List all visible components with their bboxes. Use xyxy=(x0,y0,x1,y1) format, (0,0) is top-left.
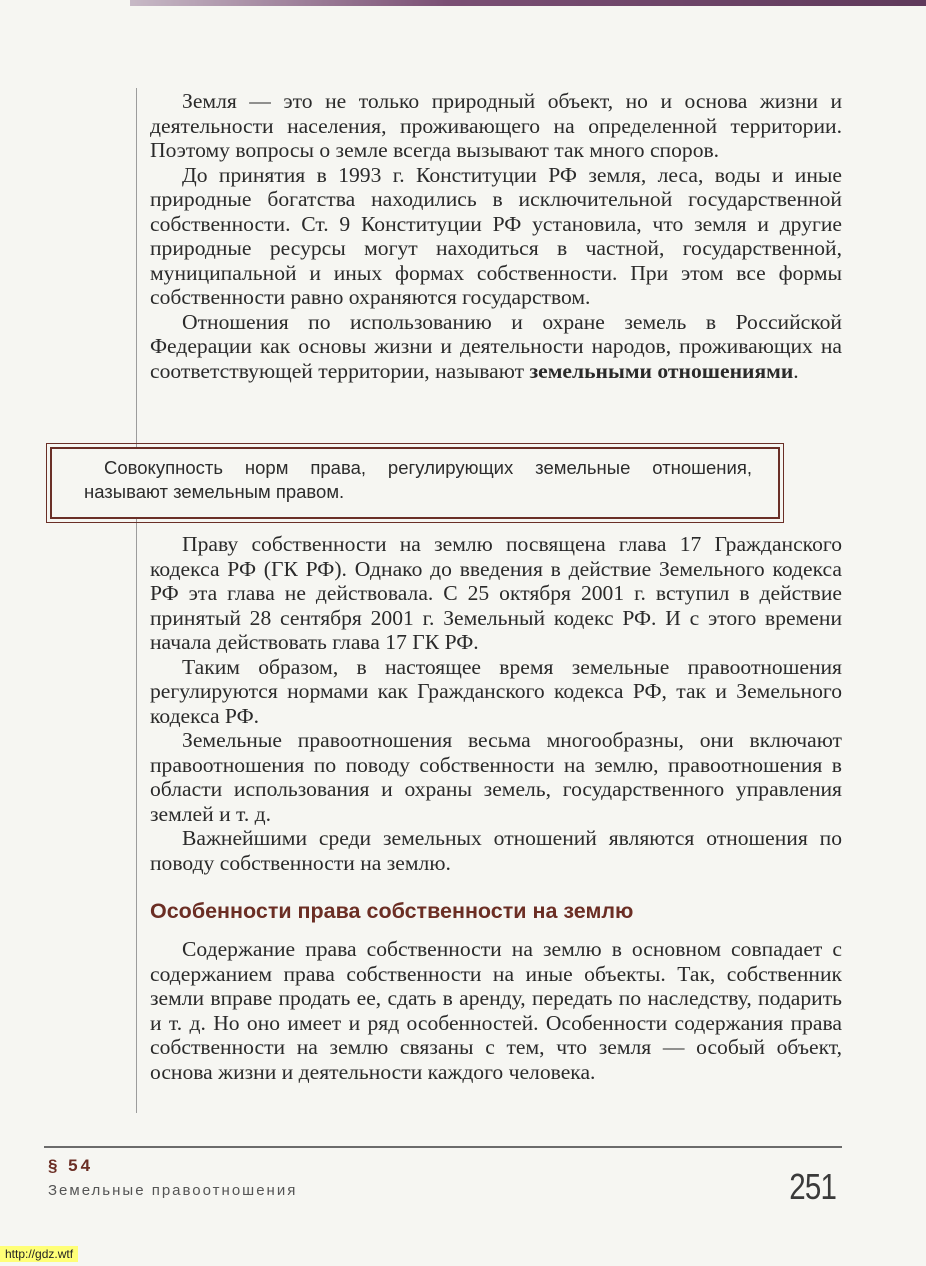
footer-rule xyxy=(44,1146,842,1148)
paragraph: Земельные правоотношения весьма многообразны, они включают правоотношения по поводу собственности на землю, правоотношения в области использования и охраны земель, государственного управления землей и т. д. xyxy=(150,728,842,826)
text-block-main xyxy=(150,532,842,875)
left-margin-rule xyxy=(136,88,137,1113)
paragraph-relations xyxy=(150,310,842,384)
section-heading: Особенности права собственности на землю xyxy=(150,899,634,923)
definition-sentence: Совокупность норм права, регулирующих земельные отношения, называют земельным правом. xyxy=(84,457,752,502)
paragraph: Праву собственности на землю посвящена глава 17 Гражданского кодекса РФ (ГК РФ). Однако до введения в действие Земельного кодекса РФ эта глава не действовала. С 25 октября 2001 г. вступил в действие принятый 28 сентября 2001 г. Земельный кодекс РФ. И с этого времени начала действовать глава 17 ГК РФ. xyxy=(150,532,842,654)
chapter-title: Земельные правоотношения xyxy=(48,1182,298,1199)
definition-text xyxy=(84,456,752,504)
paragraph: До принятия в 1993 г. Конституции РФ земля, леса, воды и иные природные богатства находились в исключительной государственной собственности. Ст. 9 Конституции РФ установила, что земля и другие природные ресурсы могут находиться в частной, государственной, муниципальной и иных формах собственности. При этом все формы собственности равно охраняются государством. xyxy=(150,162,842,309)
watermark-link[interactable]: http://gdz.wtf xyxy=(0,1246,78,1262)
text-block-intro xyxy=(150,89,842,383)
paragraph: Содержание права собственности на землю в основном совпадает с содержанием права собственности на иные объекты. Так, собственник земли вправе продать ее, сдать в аренду, передать по наследству, подарить и т. д. Но оно имеет и ряд особенностей. Особенности содержания права собственности на землю связаны с тем, что земля — особый объект, основа жизни и деятельности каждого человека. xyxy=(150,937,842,1084)
key-term: земельными отношениями xyxy=(529,358,794,383)
top-color-bar xyxy=(130,0,926,6)
paragraph-number: § 54 xyxy=(48,1156,94,1175)
page-number: 251 xyxy=(789,1166,836,1207)
paragraph-end: . xyxy=(793,358,799,383)
paragraph: Таким образом, в настоящее время земельные правоотношения регулируются нормами как Гражданского кодекса РФ, так и Земельного кодекса РФ. xyxy=(150,654,842,728)
text-block-section xyxy=(150,937,842,1084)
paragraph-text: Отношения по использованию и охране земель в Российской Федерации как основы жизни и деятельности народов, проживающих на соответствующей территории, называют xyxy=(150,309,842,383)
paragraph: Земля — это не только природный объект, но и основа жизни и деятельности населения, проживающего на определенной территории. Поэтому вопросы о земле всегда вызывают так много споров. xyxy=(150,89,842,162)
paragraph: Важнейшими среди земельных отношений являются отношения по поводу собственности на землю. xyxy=(150,826,842,875)
